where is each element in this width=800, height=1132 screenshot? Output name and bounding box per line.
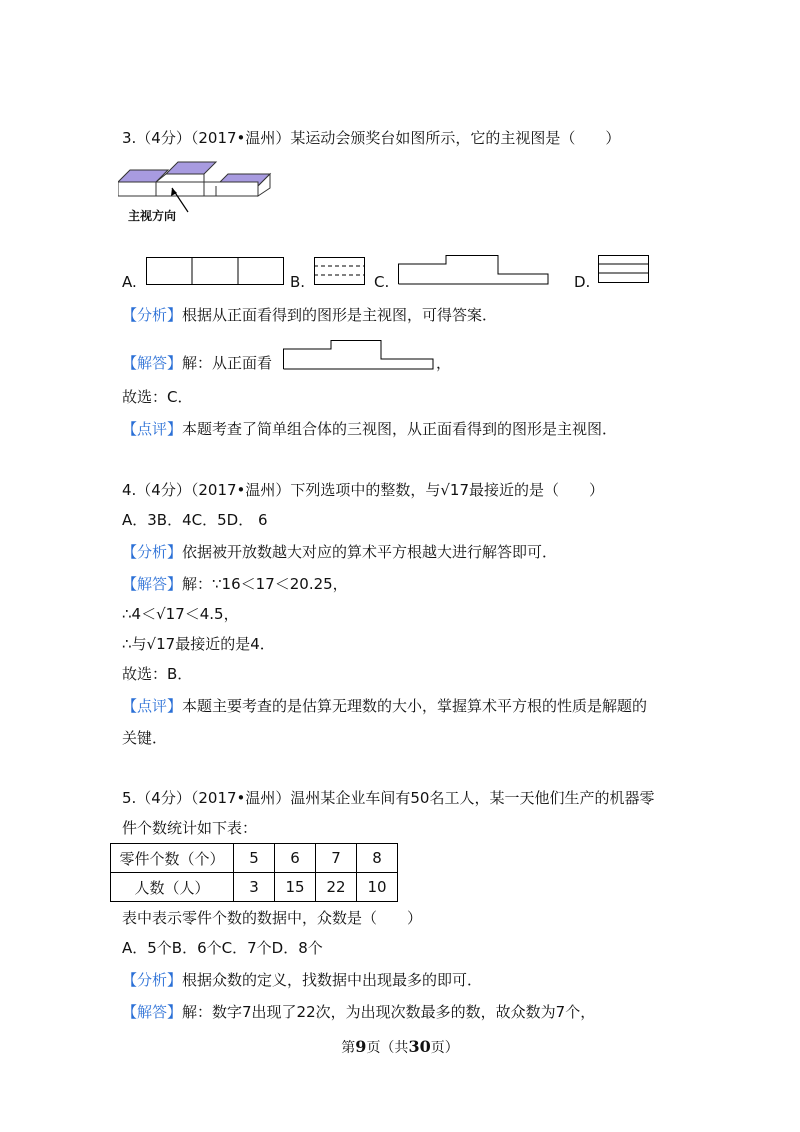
- q4-step3: ∴与√17最接近的是4．: [122, 635, 275, 653]
- q5-options: A．5个B．6个C．7个D．8个: [122, 939, 323, 957]
- table-cell: 零件个数（个）: [111, 844, 234, 873]
- option-c-figure: [398, 255, 550, 285]
- review-tag: 【点评】: [122, 697, 183, 715]
- solution-tag: 【解答】: [122, 575, 183, 593]
- view-direction-label: 主视方向: [128, 209, 177, 223]
- q3-choose: 故选：C．: [122, 388, 193, 406]
- option-a-figure: [146, 257, 286, 287]
- q4-choose: 故选：B．: [122, 665, 193, 683]
- option-b-label: B.: [290, 273, 306, 291]
- analysis-tag: 【分析】: [122, 543, 183, 561]
- q3-solution-comma: ，: [436, 354, 452, 372]
- q5-stem-2: 件个数统计如下表：: [122, 819, 258, 837]
- q5-question: 表中表示零件个数的数据中，众数是（ ）: [122, 909, 423, 927]
- option-a-label: A.: [122, 273, 137, 291]
- q3-review: 【点评】本题考查了简单组合体的三视图，从正面看得到的图形是主视图．: [122, 420, 618, 438]
- review-tag: 【点评】: [122, 420, 183, 438]
- solution-tag: 【解答】: [122, 1003, 183, 1021]
- option-b-figure: [314, 257, 366, 287]
- parts-table: [110, 843, 398, 902]
- table-cell: 22: [316, 873, 357, 902]
- table-cell: 7: [316, 844, 357, 873]
- q4-options: A．3B．4C．5D． 6: [122, 511, 268, 529]
- table-cell: 10: [357, 873, 398, 902]
- total-pages: 30: [408, 1037, 431, 1056]
- option-d-label: D.: [574, 273, 591, 291]
- table-cell: 5: [234, 844, 275, 873]
- q4-step2: ∴4＜√17＜4.5，: [122, 605, 239, 623]
- option-c-label: C.: [374, 273, 390, 291]
- page-footer: 第9页（共30页）: [341, 1037, 459, 1056]
- page-number: 9: [355, 1037, 367, 1056]
- q4-review: 【点评】本题主要考查的是估算无理数的大小，掌握算术平方根的性质是解题的: [122, 697, 648, 715]
- table-cell: 8: [357, 844, 398, 873]
- table-cell: 3: [234, 873, 275, 902]
- option-d-figure: [598, 255, 650, 285]
- q4-stem: 4.（4分）（2017•温州）下列选项中的整数，与√17最接近的是（ ）: [122, 481, 605, 499]
- solution-front-view-figure: [283, 340, 435, 370]
- table-cell: 6: [275, 844, 316, 873]
- analysis-tag: 【分析】: [122, 306, 183, 324]
- q5-solution: 【解答】解：数字7出现了22次，为出现次数最多的数，故众数为7个，: [122, 1003, 596, 1021]
- table-row: [111, 873, 398, 902]
- q4-review-cont: 关键．: [122, 729, 168, 747]
- table-cell: 人数（人）: [111, 873, 234, 902]
- table-cell: 15: [275, 873, 316, 902]
- q3-stem: 3.（4分）（2017•温州）某运动会颁奖台如图所示，它的主视图是（ ）: [122, 129, 621, 147]
- solution-tag: 【解答】: [122, 354, 183, 372]
- q5-analysis: 【分析】根据众数的定义，找数据中出现最多的即可．: [122, 971, 483, 989]
- q3-solution: 【解答】解：从正面看: [122, 354, 273, 372]
- q4-solution: 【解答】解：∵16＜17＜20.25，: [122, 575, 348, 593]
- q3-analysis: 【分析】根据从正面看得到的图形是主视图，可得答案．: [122, 306, 498, 324]
- table-row: [111, 844, 398, 873]
- analysis-tag: 【分析】: [122, 971, 183, 989]
- q5-stem-1: 5.（4分）（2017•温州）温州某企业车间有50名工人，某一天他们生产的机器零: [122, 789, 655, 807]
- q4-analysis: 【分析】依据被开放数越大对应的算术平方根越大进行解答即可．: [122, 543, 558, 561]
